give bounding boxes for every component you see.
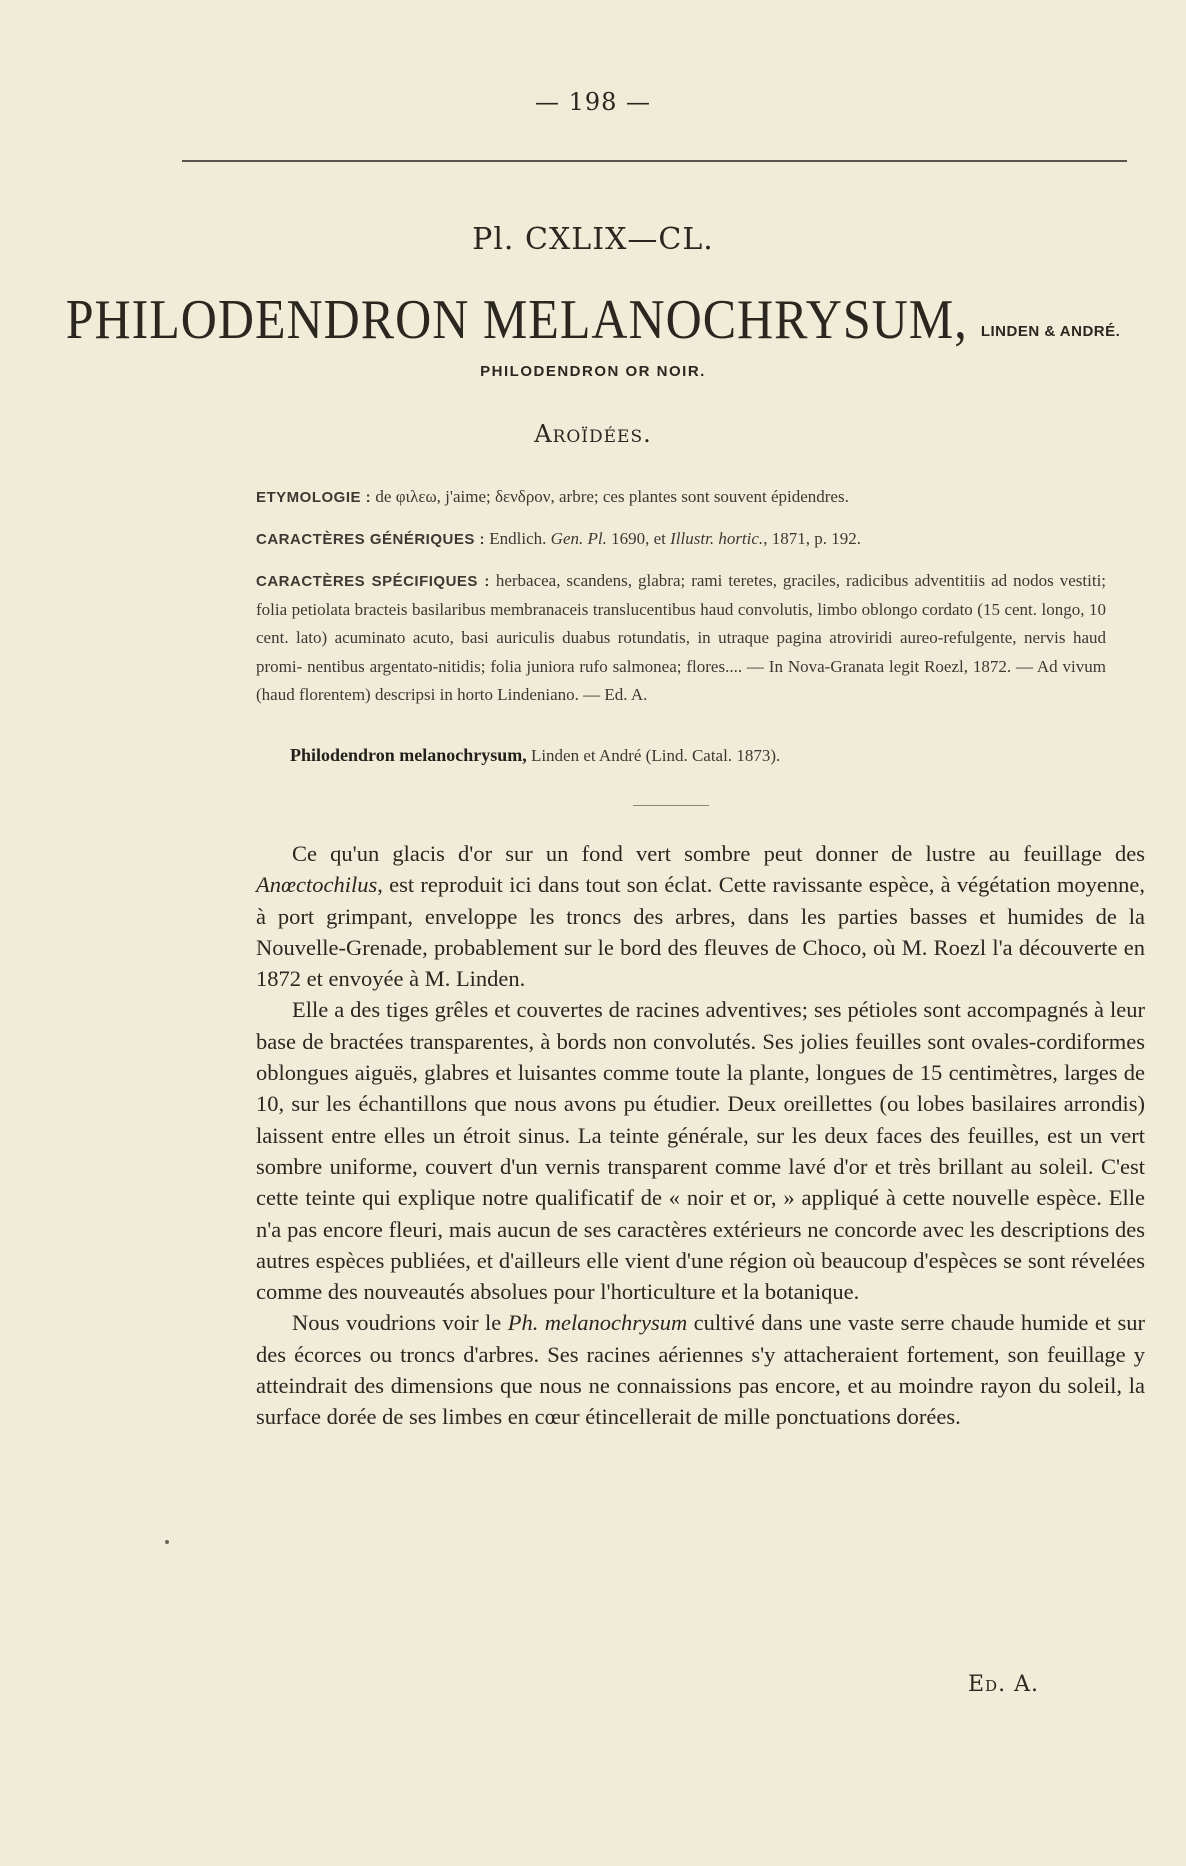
generic-text-b: 1690, et bbox=[606, 529, 671, 548]
illustr-ref-italic: Illustr. hortic. bbox=[670, 529, 764, 548]
specific-line-2: haud convolutis, limbo oblongo cordato (15 cent. longo, 10 cent. lato) acuminato acuto, basi bbox=[256, 600, 1106, 648]
species-authority: LINDEN & ANDRÉ. bbox=[980, 323, 1121, 340]
specific-line-4: nentibus argentato-nitidis; folia juniora rufo salmonea; flores.... — In Nova-Granata legit bbox=[307, 656, 920, 676]
specific-line-3: auriculis duabus rotundatis, in utraque pagina atroviridi aureo-refulgente, nervis haud promi- bbox=[256, 628, 1107, 676]
specific-characters bbox=[256, 567, 1106, 709]
etymology-head: ETYMOLOGIE : bbox=[256, 489, 372, 506]
generic-ref-italic: Gen. Pl. bbox=[550, 529, 607, 548]
generic-text-a: Endlich. bbox=[489, 529, 551, 548]
body-text bbox=[256, 838, 1145, 1433]
p1-italic: Anœctochilus bbox=[256, 872, 378, 898]
paragraph-3 bbox=[256, 1307, 1145, 1432]
p1-text-b: , est reproduit ici dans tout son éclat. Cette ravissante espèce, à végétation moyenne, à port grimpant, enveloppe les troncs des arbres, dans les parties basses et humides de la Nouvelle-Grenade, probablement sur le bord des fleuves de Choco, où M. Roezl l'a découverte en 1872 et envoyée à M. Linden. bbox=[256, 872, 1145, 992]
synonym-ref: Linden et André (Lind. Catal. 1873). bbox=[526, 746, 781, 765]
species-title: PHILODENDRON MELANOCHRYSUM, bbox=[65, 287, 968, 351]
paragraph-2: Elle a des tiges grêles et couvertes de racines adventives; ses pétioles sont accompagnés à leur base de bractées transparentes, à bords non convolutés. Ses jolies feuilles sont ovales-cordiformes oblongues aiguës, glabres et luisantes comme toute la plante, longues de 15 centimètres, larges de 10, sur les échantillons que nous avons pu étudier. Deux oreillettes (ou lobes basilaires arrondis) laissent entre elles un étroit sinus. La teinte générale, sur les deux faces des feuilles, est un vert sombre uniforme, couvert d'un vernis transparent comme lavé d'or et très brillant au soleil. C'est cette teinte qui explique notre qualificatif de « noir et or, » appliqué à cette nouvelle espèce. Elle n'a pas encore fleuri, mais aucun de ses caractères extérieurs ne concorde avec les descriptions des autres espèces publiées, et d'ailleurs elle vient d'une région où beaucoup d'espèces se sont révelées comme des nouveautés absolues pour l'horticulture et la botanique. bbox=[256, 997, 1145, 1305]
p3-text-a: Nous voudrions voir le bbox=[292, 1310, 508, 1336]
p1-text-a: Ce qu'un glacis d'or sur un fond vert sombre peut donner de lustre au feuillage des bbox=[292, 841, 1145, 866]
specific-line-0: herbacea, scandens, glabra; rami teretes, graciles, radicibus bbox=[495, 571, 909, 590]
plant-family: Aroïdées. bbox=[534, 420, 652, 448]
synonym-citation bbox=[290, 745, 1110, 766]
header-rule bbox=[182, 160, 1127, 162]
p3-italic: Ph. melanochrysum bbox=[507, 1310, 688, 1336]
section-rule bbox=[633, 805, 709, 806]
signature: Ed. A. bbox=[968, 1672, 1039, 1697]
generic-head: CARACTÈRES GÉNÉRIQUES : bbox=[256, 531, 486, 548]
specific-line-1: adventitiis ad nodos vestiti; folia petiolata bracteis basilaribus membranaceis translucentibus bbox=[256, 571, 1107, 620]
generic-text-c: , 1871, p. 192. bbox=[763, 529, 861, 548]
etymology-text: de φιλεω, j'aime; δενδρον, arbre; ces plantes sont souvent épidendres. bbox=[375, 487, 849, 506]
specific-line-5: Roezl, 1872. — Ad vivum (haud florentem) descripsi in horto Lindeniano. — Ed. A. bbox=[256, 656, 1106, 704]
paragraph-1 bbox=[256, 838, 1145, 994]
synonym-name: Philodendron melanochrysum, bbox=[290, 745, 527, 765]
plate-number: Pl. CXLIX—CL. bbox=[472, 222, 714, 257]
page-number: — 198 — bbox=[534, 88, 652, 116]
etymology bbox=[256, 483, 1111, 512]
specific-head: CARACTÈRES SPÉCIFIQUES : bbox=[256, 573, 490, 590]
p3-text-b: cultivé dans une vaste serre chaude humide et sur des écorces ou troncs d'arbres. Ses racines aériennes s'y attacheraient fortement, son feuillage y atteindrait des dimensions que nous ne connaissions pas encore, et au moindre rayon du soleil, la surface dorée de ses limbes en cœur étincellerait de mille ponctuations dorées. bbox=[256, 1310, 1145, 1430]
generic-characters bbox=[256, 525, 1111, 554]
common-name: PHILODENDRON OR NOIR. bbox=[480, 363, 706, 380]
species-heading bbox=[0, 287, 1186, 351]
stray-mark bbox=[165, 1540, 169, 1544]
